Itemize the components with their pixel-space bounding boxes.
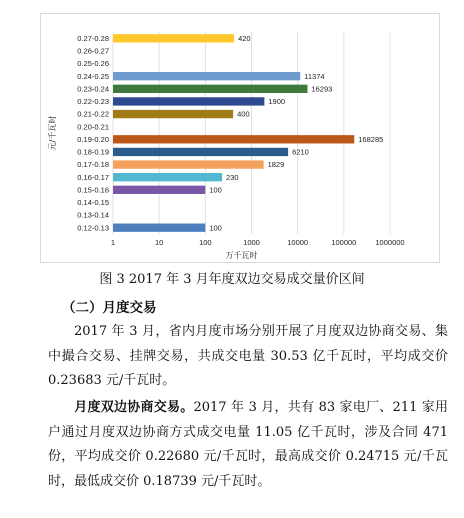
bar (113, 72, 300, 80)
category-label: 0.12-0.13 (77, 223, 109, 233)
x-tick-label: 10 (154, 238, 164, 247)
bar (113, 85, 307, 93)
bar (113, 160, 264, 168)
y-axis-title: 元/千瓦时 (48, 115, 57, 151)
category-label: 0.16-0.17 (77, 172, 109, 182)
bar (113, 173, 222, 181)
data-label: 100 (209, 185, 222, 195)
bar (113, 148, 288, 156)
data-label: 420 (238, 33, 251, 43)
bar (113, 224, 205, 232)
data-label: 100 (209, 223, 222, 233)
chart-frame (40, 13, 440, 263)
bar (113, 97, 264, 105)
data-label: 6210 (292, 147, 309, 157)
bar (113, 110, 233, 118)
bar (113, 135, 354, 143)
x-tick-label: 1000 (243, 238, 260, 247)
data-label: 168285 (358, 134, 384, 144)
category-label: 0.17-0.18 (77, 160, 109, 170)
data-label: 16293 (311, 84, 333, 94)
paragraph-monthly-overview (48, 320, 448, 394)
category-label: 0.27-0.28 (77, 33, 109, 43)
bar (113, 34, 234, 42)
data-label: 1900 (268, 97, 286, 107)
category-label: 0.19-0.20 (77, 134, 109, 144)
data-label: 400 (237, 109, 250, 119)
paragraph-bilateral (48, 396, 448, 494)
data-label: 1829 (267, 160, 285, 170)
category-label: 0.25-0.26 (77, 59, 109, 69)
section-heading: （二）月度交易 (62, 300, 157, 316)
category-label: 0.14-0.15 (77, 198, 109, 208)
x-tick-label: 10000 (287, 238, 309, 247)
category-label: 0.23-0.24 (77, 84, 109, 94)
bar (113, 186, 205, 194)
category-label: 0.21-0.22 (77, 109, 109, 119)
paragraph-lead: 月度双边协商交易。 (74, 400, 194, 415)
paragraph-text: 2017 年 3 月，省内月度市场分别开展了月度双边协商交易、集中撮合交易、挂牌交易，共成交电量 30.53 亿千瓦时，平均成交价 0.23683 元/千瓦时。 (48, 324, 448, 388)
category-label: 0.18-0.19 (77, 147, 109, 157)
category-label: 0.15-0.16 (77, 185, 109, 195)
category-label: 0.13-0.14 (77, 210, 109, 220)
category-label: 0.26-0.27 (77, 46, 109, 56)
figure-caption: 图 3 2017 年 3 月年度双边交易成交量价区间 (99, 272, 365, 287)
category-label: 0.24-0.25 (77, 71, 109, 81)
bar-chart (41, 14, 441, 264)
x-tick-label: 100000 (331, 238, 357, 247)
x-axis-title: 万千瓦时 (225, 251, 258, 260)
paragraph-text: 2017 年 3 月，共有 83 家电厂、211 家用户通过月度双边协商方式成交电量 11.05 亿千瓦时，涉及合同 471 份，平均成交价 0.22680 元/千瓦时，最高成交价 0.24715 元/千瓦时，最低成交价 0.18739 元/千瓦时。 (48, 400, 448, 489)
data-label: 11374 (304, 71, 325, 81)
x-tick-label: 100 (199, 238, 212, 247)
x-tick-label: 1 (110, 238, 116, 247)
data-label: 230 (226, 172, 239, 182)
category-label: 0.22-0.23 (77, 97, 109, 107)
category-label: 0.20-0.21 (77, 122, 109, 132)
x-tick-label: 1000000 (375, 238, 405, 247)
